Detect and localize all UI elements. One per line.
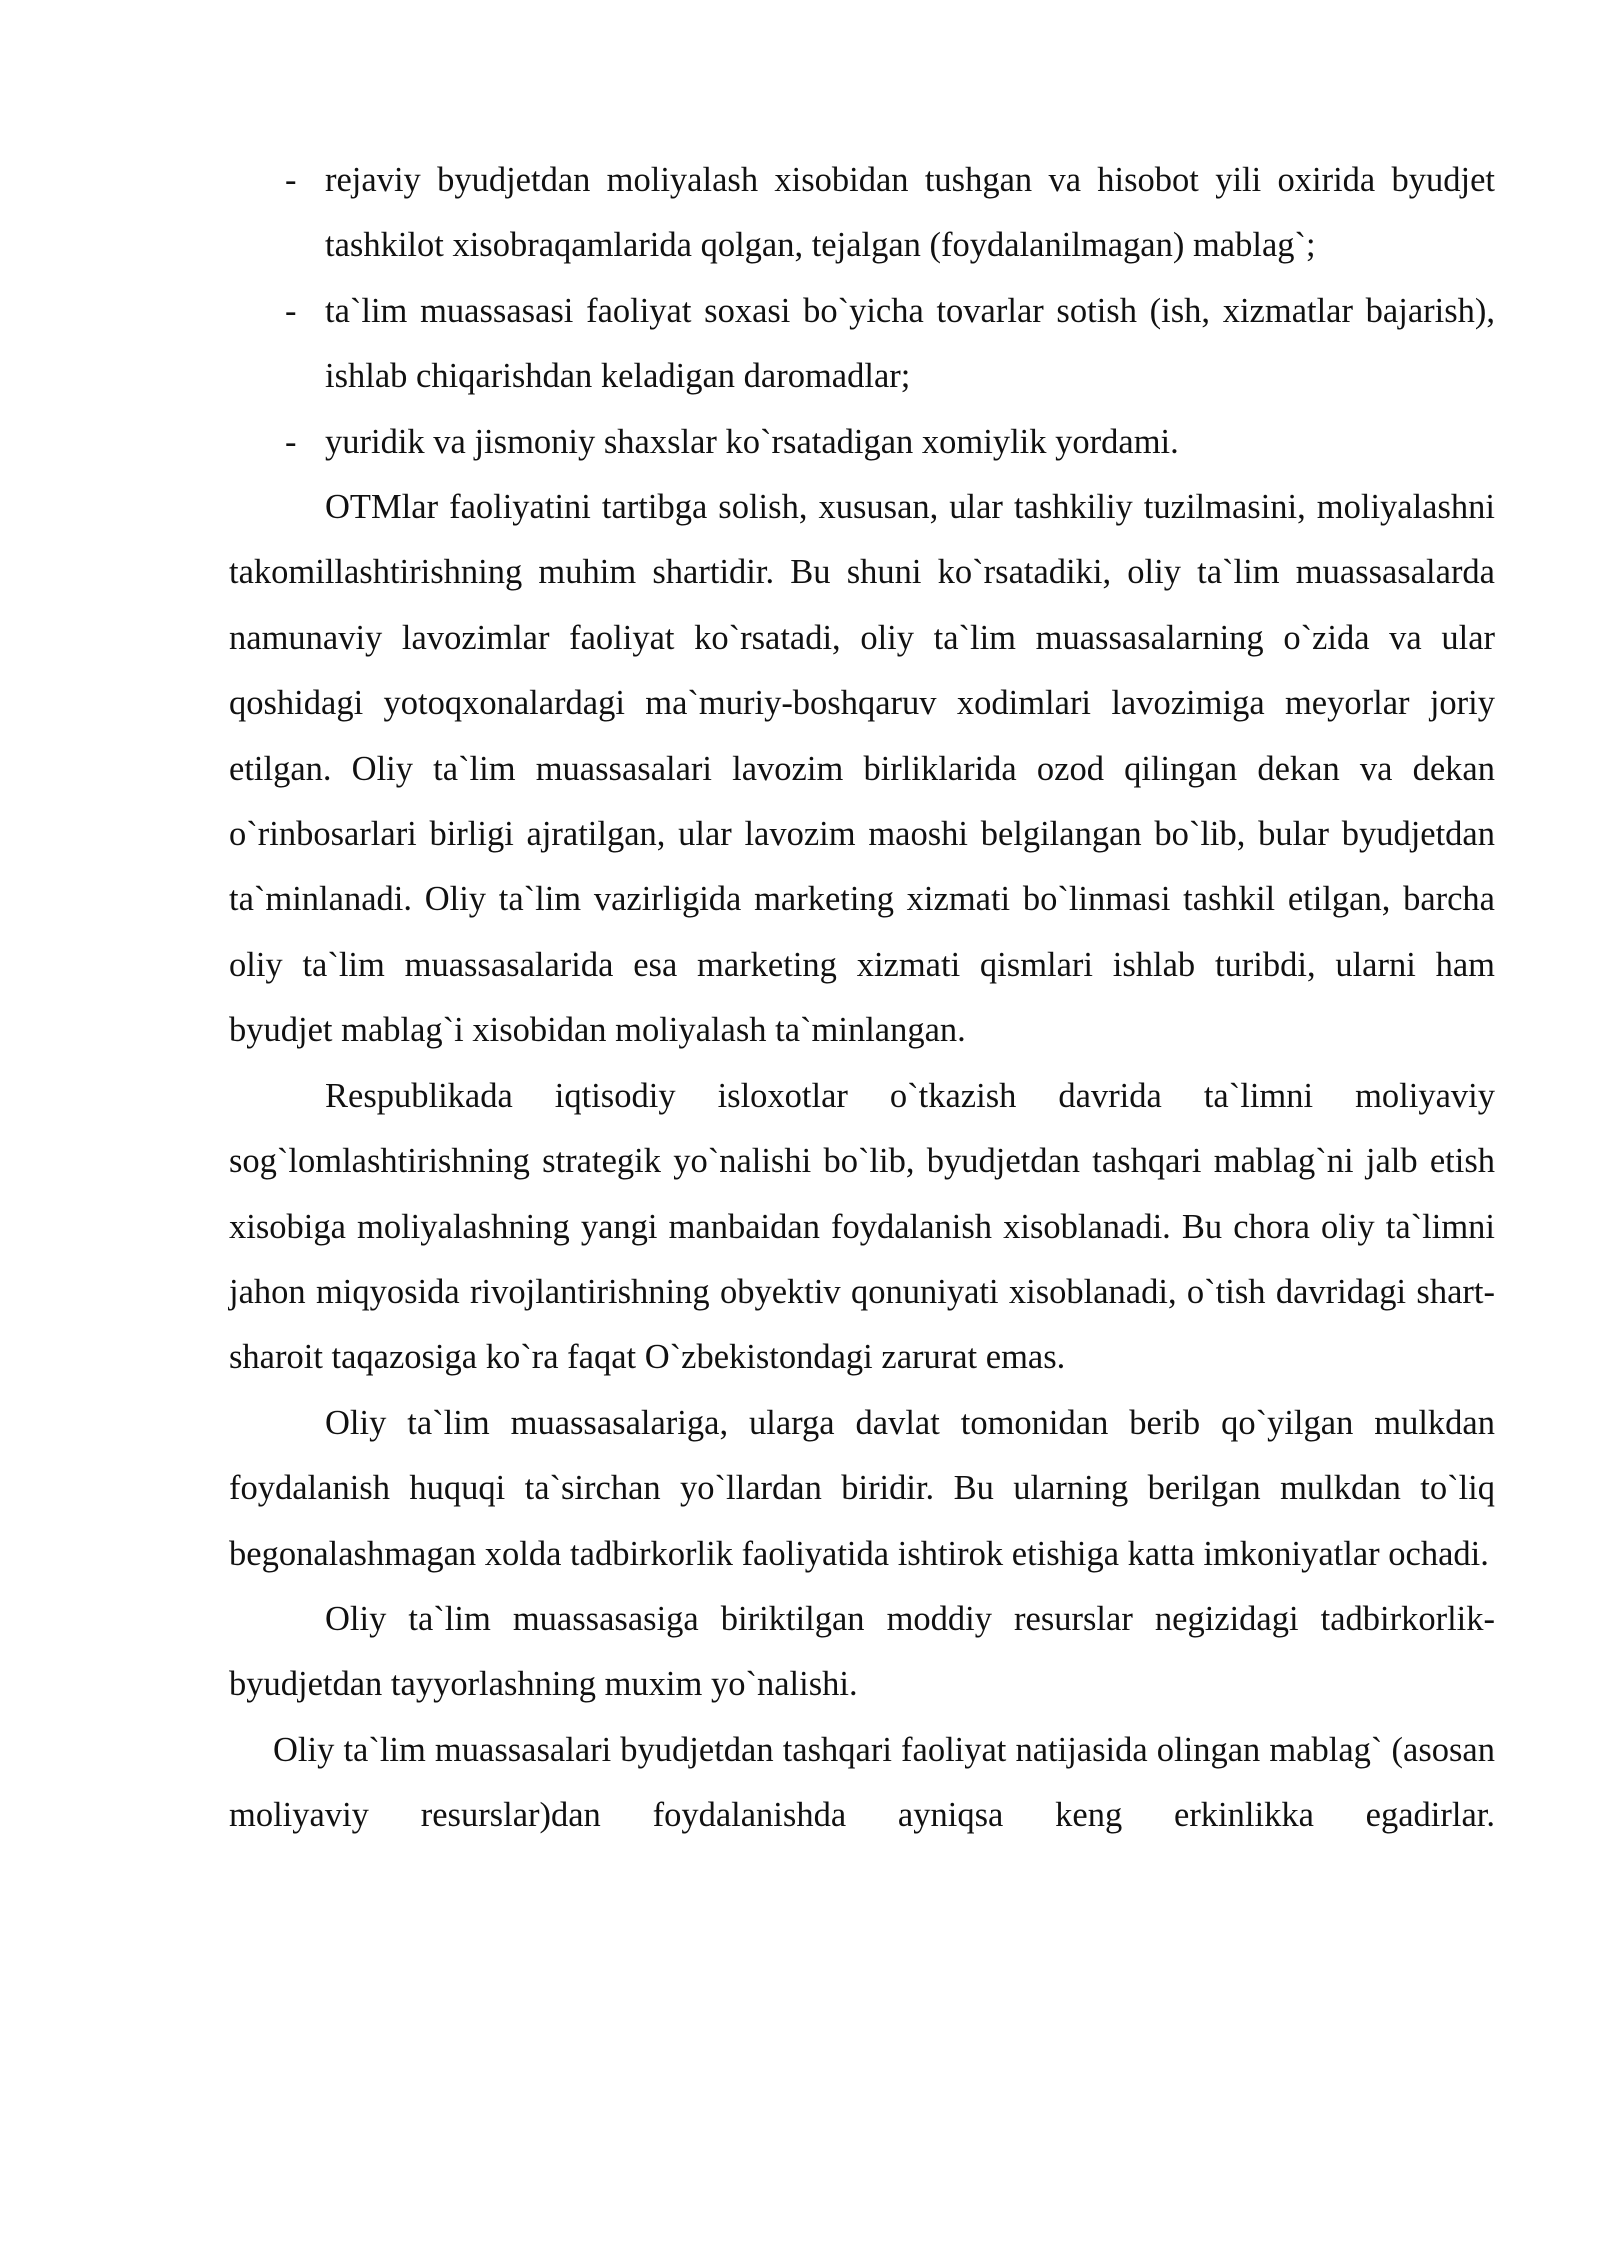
list-item-text: yuridik va jismoniy shaxslar ko`rsatadigan xomiylik yordami.: [325, 422, 1179, 461]
bullet-marker: -: [285, 291, 297, 330]
paragraph: Oliy ta`lim muassasalariga, ularga davlat tomonidan berib qo`yilgan mulkdan foydalanish huquqi ta`sirchan yo`llardan biridir. Bu ularning berilgan mulkdan to`liq begonalashmagan xolda tadbirkorlik faoliyatida ishtirok etishiga katta imkoniyatlar ochadi.: [229, 1403, 1495, 1573]
paragraph: Oliy ta`lim muassasalari byudjetdan tashqari faoliyat natijasida olingan mablag` (asosan moliyaviy resurslar)dan foydalanishda ayniqsa keng erkinlikka egadirlar.: [229, 1730, 1495, 1835]
list-item-text: rejaviy byudjetdan moliyalash xisobidan tushgan va hisobot yili oxirida byudjet tashkilot xisobraqamlarida qolgan, tejalgan (foydalanilmagan) mablag`;: [325, 161, 1495, 265]
paragraph: OTMlar faoliyatini tartibga solish, xususan, ular tashkiliy tuzilmasini, moliyalashni takomillashtirishning muhim shartidir. Bu shuni ko`rsatadiki, oliy ta`lim muassasalarda namunaviy lavozimlar faoliyat ko`rsatadi, oliy ta`lim muassasalarning o`zida va ular qoshidagi yotoqxonalardagi ma`muriy-boshqaruv xodimlari lavozimiga meyorlar joriy etilgan. Oliy ta`lim muassasalari lavozim birliklarida ozod qilingan dekan va dekan o`rinbosarlari birligi ajratilgan, ular lavozim maoshi belgilangan bo`lib, bular byudjetdan ta`minlanadi. Oliy ta`lim vazirligida marketing xizmati bo`linmasi tashkil etilgan, barcha oliy ta`lim muassasalarida esa marketing xizmati qismlari ishlab turibdi, ularni ham byudjet mablag`i xisobidan moliyalash ta`minlangan.: [229, 488, 1495, 1050]
list-item: [229, 148, 1495, 279]
paragraph: Respublikada iqtisodiy isloxotlar o`tkazish davrida ta`limni moliyaviy sog`lomlashtirishning strategik yo`nalishi bo`lib, byudjetdan tashqari mablag`ni jalb etish xisobiga moliyalashning yangi manbaidan foydalanish xisoblanadi. Bu chora oliy ta`limni jahon miqyosida rivojlantirishning obyektiv qonuniyati xisoblanadi, o`tish davridagi shart-sharoit taqazosiga ko`ra faqat O`zbekistondagi zarurat emas.: [229, 1076, 1495, 1377]
paragraph: Oliy ta`lim muassasasiga biriktilgan moddiy resurslar negizidagi tadbirkorlik-byudjetdan tayyorlashning muxim yo`nalishi.: [229, 1599, 1495, 1704]
list-item: [229, 279, 1495, 410]
bullet-marker: -: [285, 422, 297, 461]
bullet-marker: -: [285, 161, 297, 199]
list-item-text: ta`lim muassasasi faoliyat soxasi bo`yicha tovarlar sotish (ish, xizmatlar bajarish), ishlab chiqarishdan keladigan daromadlar;: [325, 291, 1495, 396]
document-page: [229, 148, 1495, 1849]
list-item: [229, 410, 1495, 475]
